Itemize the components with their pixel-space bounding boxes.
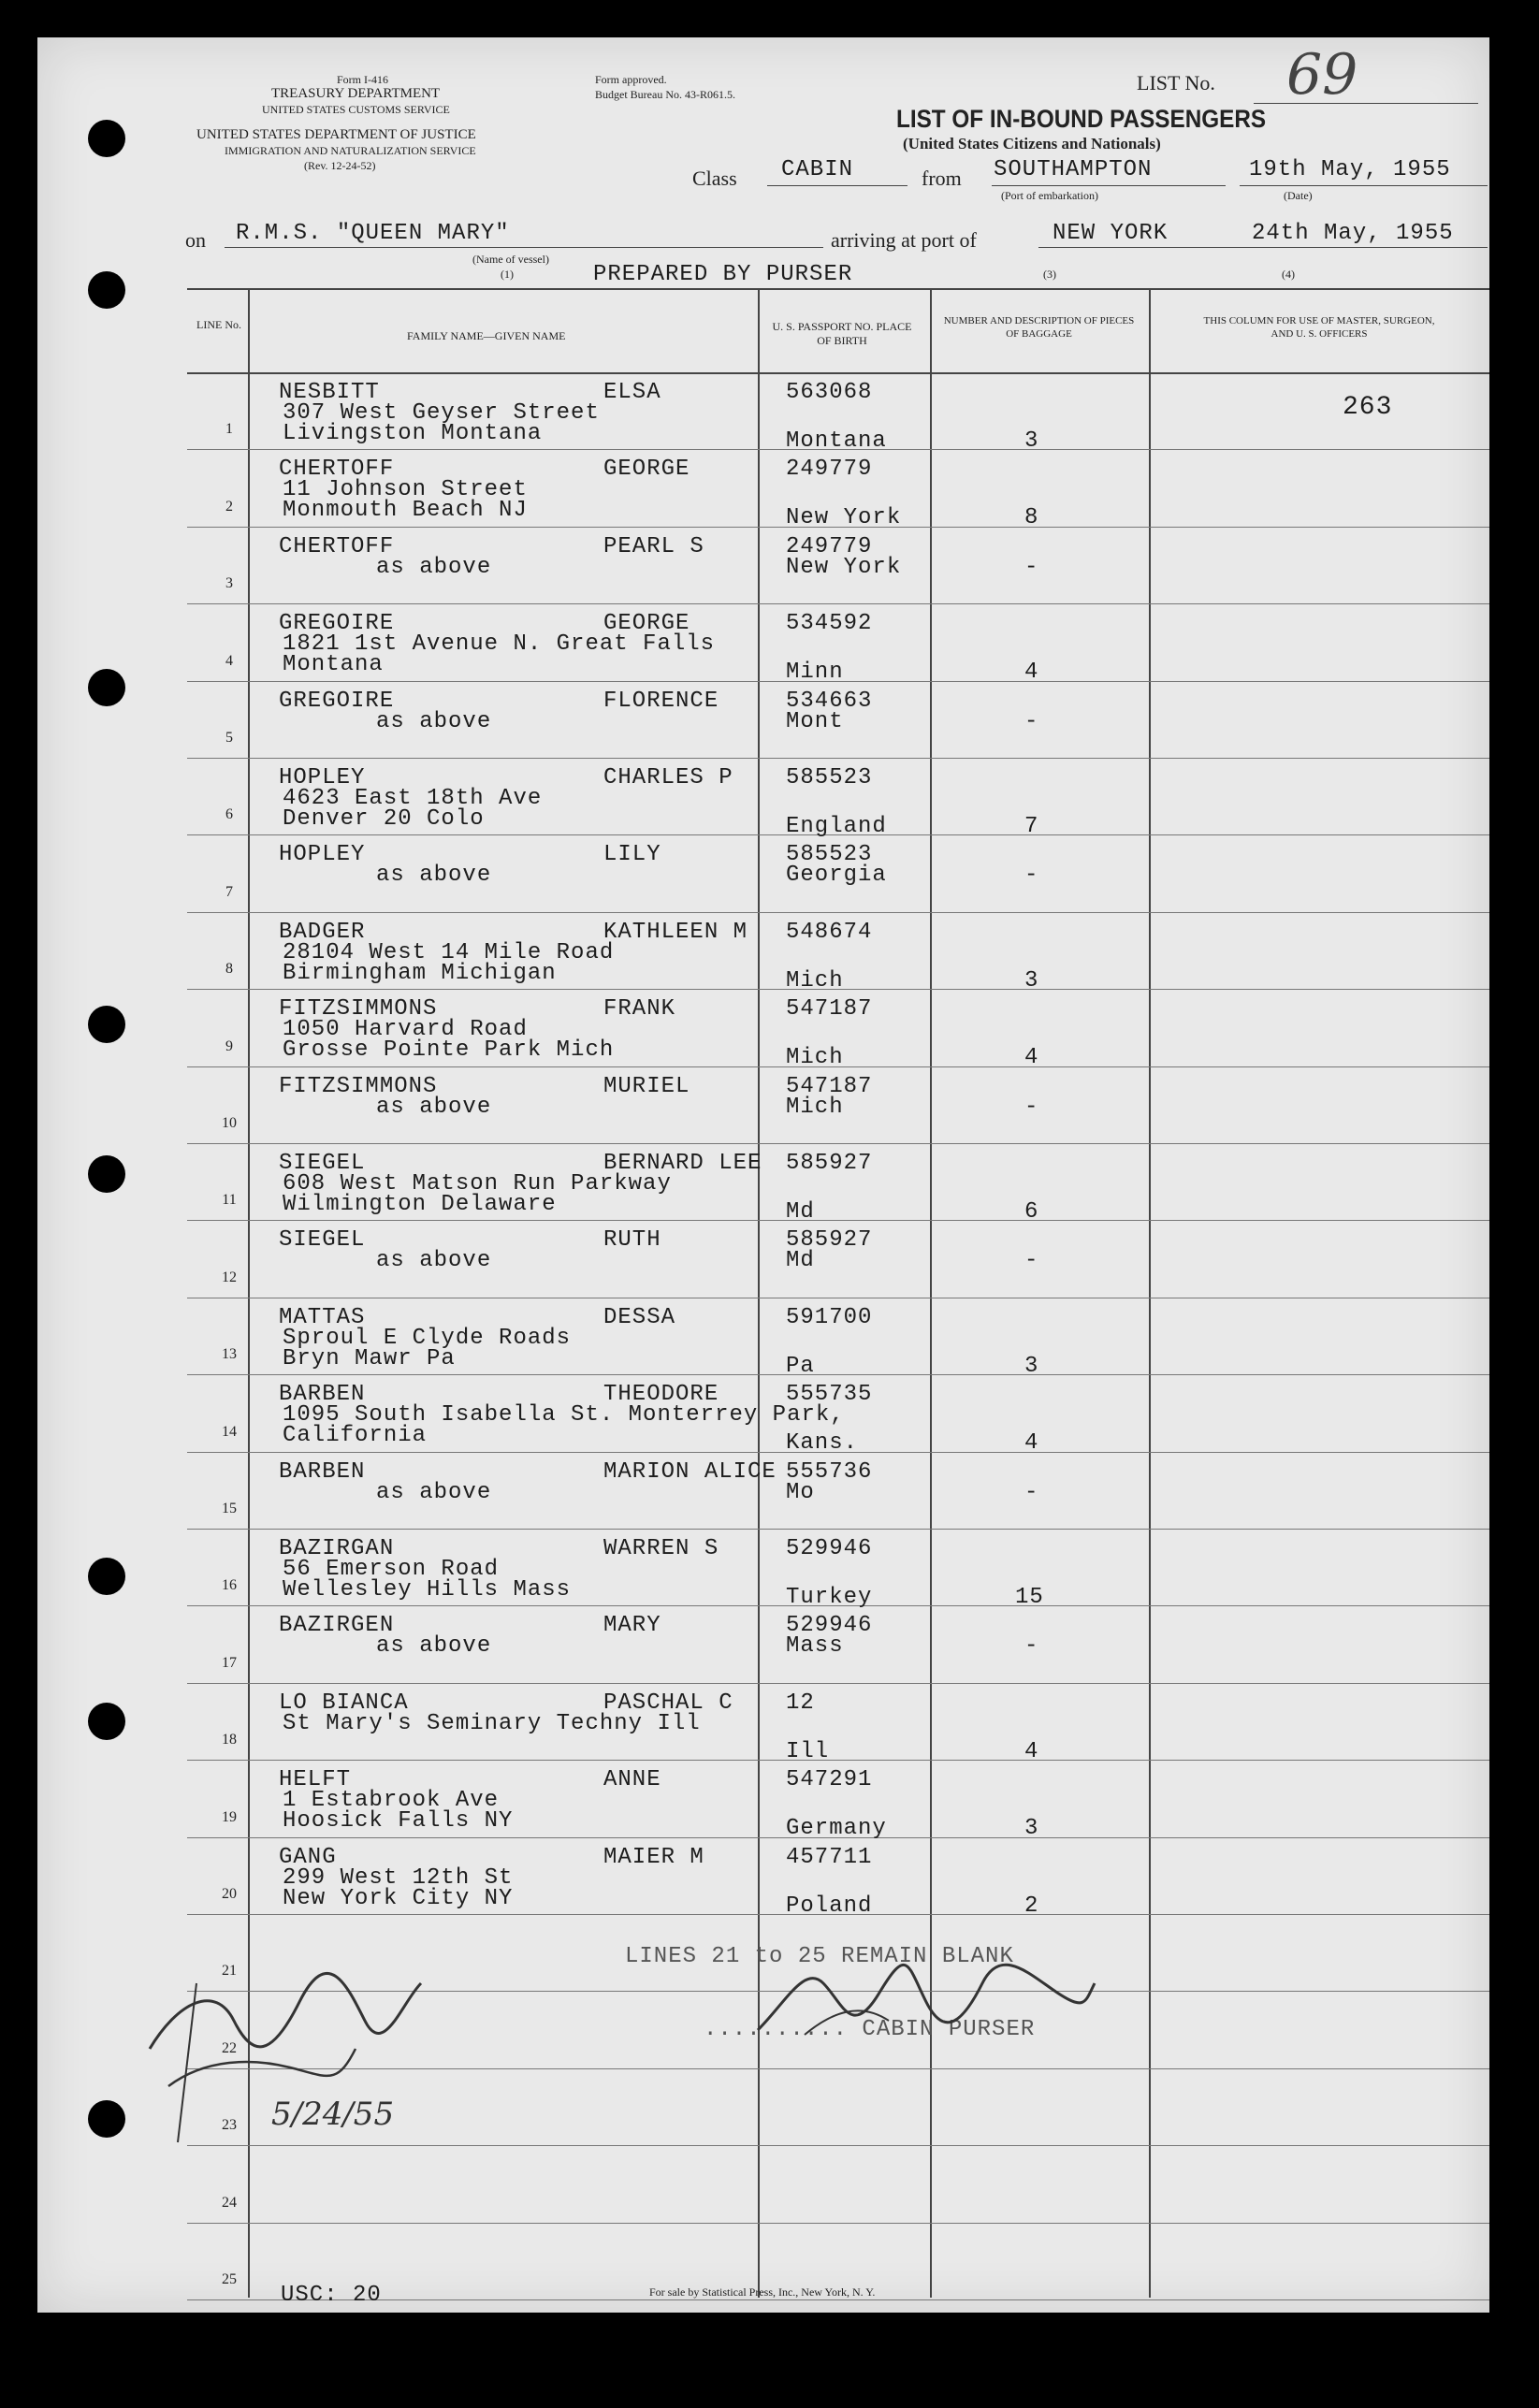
address-line-1: 4623 East 18th Ave bbox=[283, 786, 543, 811]
family-name: BARBEN bbox=[279, 1458, 366, 1485]
punch-hole bbox=[88, 669, 125, 706]
place-of-birth: Georgia bbox=[786, 863, 887, 889]
given-name: LILY bbox=[603, 842, 661, 868]
baggage-count: 6 bbox=[1024, 1199, 1039, 1225]
place-of-birth: Kans. bbox=[786, 1430, 859, 1457]
address-line-1: 1821 1st Avenue N. Great Falls bbox=[283, 631, 716, 658]
form-number: Form I-416 bbox=[337, 73, 388, 86]
revision: (Rev. 12-24-52) bbox=[304, 159, 376, 172]
address-line-1: St Mary's Seminary Techny Ill bbox=[283, 1710, 701, 1736]
baggage-count: 3 bbox=[1024, 967, 1039, 994]
line-number: 11 bbox=[222, 1192, 237, 1209]
family-name: FITZSIMMONS bbox=[279, 1073, 438, 1099]
address-line-1: as above bbox=[376, 1094, 492, 1120]
address-line-1: 56 Emerson Road bbox=[283, 1557, 500, 1582]
line-number: 15 bbox=[222, 1501, 237, 1516]
given-name: ELSA bbox=[603, 380, 661, 405]
baggage-count: - bbox=[1024, 863, 1039, 889]
address-line-2: New York City NY bbox=[283, 1885, 514, 1911]
address-line-1: 28104 West 14 Mile Road bbox=[283, 939, 615, 965]
address-line-1: 1050 Harvard Road bbox=[283, 1017, 528, 1043]
family-name: FITZSIMMONS bbox=[279, 996, 438, 1023]
list-number: 69 bbox=[1286, 42, 1358, 108]
arrival-date-underline bbox=[1244, 247, 1488, 248]
place-of-birth: Mich bbox=[786, 1094, 844, 1120]
port-embarkation-caption: (Port of embarkation) bbox=[1001, 189, 1098, 202]
given-name: KATHLEEN M bbox=[603, 919, 748, 945]
family-name: BAZIRGAN bbox=[279, 1536, 395, 1561]
punch-hole bbox=[88, 120, 125, 157]
handwritten-date: 5/24/55 bbox=[271, 2096, 395, 2133]
officer-mark: 263 bbox=[1343, 393, 1393, 422]
caption-3: (3) bbox=[1043, 268, 1056, 281]
address-line-2: Birmingham Michigan bbox=[283, 960, 557, 986]
line-number: 5 bbox=[225, 730, 233, 746]
baggage-count: - bbox=[1024, 708, 1039, 734]
row-divider bbox=[187, 2223, 1489, 2224]
form-approved: Form approved. bbox=[595, 73, 667, 86]
passport-number: 249779 bbox=[786, 533, 873, 559]
baggage-count: 7 bbox=[1024, 814, 1039, 839]
passport-number: 548674 bbox=[786, 919, 873, 945]
baggage-count: 3 bbox=[1024, 1816, 1039, 1842]
family-name: CHERTOFF bbox=[279, 457, 395, 483]
line-number: 12 bbox=[222, 1269, 237, 1285]
family-name: BAZIRGEN bbox=[279, 1613, 395, 1639]
family-name: HOPLEY bbox=[279, 842, 366, 868]
line-number: 17 bbox=[222, 1654, 237, 1671]
footer-usc: USC: 20 bbox=[281, 2283, 382, 2308]
address-line-2: Montana bbox=[283, 652, 384, 678]
given-name: THEODORE bbox=[603, 1382, 719, 1408]
table-top-line bbox=[187, 288, 1489, 290]
footer-press: For sale by Statistical Press, Inc., New York, N. Y. bbox=[649, 2285, 876, 2299]
place-of-birth: New York bbox=[786, 554, 902, 580]
address-line-2: Denver 20 Colo bbox=[283, 806, 485, 832]
address-line-2: Bryn Mawr Pa bbox=[283, 1345, 456, 1371]
baggage-count: 2 bbox=[1024, 1893, 1039, 1919]
row-divider bbox=[187, 758, 1489, 759]
family-name: MATTAS bbox=[279, 1304, 366, 1330]
given-name: PASCHAL C bbox=[603, 1690, 733, 1716]
row-divider bbox=[187, 1683, 1489, 1684]
passport-number: 555735 bbox=[786, 1382, 873, 1408]
line-number: 22 bbox=[222, 2039, 237, 2056]
address-line-2: California bbox=[283, 1423, 428, 1449]
list-label: LIST No. bbox=[1137, 71, 1215, 94]
family-name: SIEGEL bbox=[279, 1151, 366, 1176]
address-line-2: Monmouth Beach NJ bbox=[283, 498, 528, 524]
purser-signature bbox=[748, 1946, 1104, 2049]
line-number: 3 bbox=[225, 575, 233, 592]
family-name: SIEGEL bbox=[279, 1227, 366, 1254]
given-name: DESSA bbox=[603, 1304, 676, 1330]
on-label: on bbox=[185, 228, 206, 252]
given-name: CHARLES P bbox=[603, 765, 733, 791]
passport-number: 585927 bbox=[786, 1227, 873, 1254]
baggage-count: - bbox=[1024, 1094, 1039, 1120]
place-of-birth: Germany bbox=[786, 1816, 887, 1842]
baggage-count: 15 bbox=[1015, 1585, 1044, 1610]
address-line-2: Wellesley Hills Mass bbox=[283, 1577, 572, 1603]
header-baggage: NUMBER AND DESCRIPTION OF PIECES OF BAGGAGE bbox=[943, 315, 1135, 340]
row-divider bbox=[187, 1220, 1489, 1221]
passport-number: 529946 bbox=[786, 1536, 873, 1561]
baggage-count: 4 bbox=[1024, 1045, 1039, 1071]
place-of-birth: Ill bbox=[786, 1738, 830, 1764]
arrival-date: 24th May, 1955 bbox=[1252, 221, 1454, 246]
passport-number: 547187 bbox=[786, 996, 873, 1023]
col-divider-baggage bbox=[1149, 288, 1151, 2298]
place-of-birth: Minn bbox=[786, 660, 844, 686]
line-number: 10 bbox=[222, 1115, 237, 1131]
header-line-no: LINE No. bbox=[196, 318, 241, 331]
class-label: Class bbox=[692, 167, 737, 190]
place-of-birth: Pa bbox=[786, 1353, 815, 1379]
family-name: LO BIANCA bbox=[279, 1690, 409, 1716]
punch-hole bbox=[88, 1703, 125, 1740]
punch-hole bbox=[88, 2100, 125, 2138]
address-line-1: 11 Johnson Street bbox=[283, 477, 528, 503]
place-of-birth: Md bbox=[786, 1248, 815, 1274]
purser-signature-line: .......... CABIN PURSER bbox=[704, 2017, 1036, 2042]
caption-1: (1) bbox=[501, 268, 514, 281]
punch-hole bbox=[88, 271, 125, 309]
given-name: FRANK bbox=[603, 996, 676, 1023]
passport-number: 585523 bbox=[786, 765, 873, 791]
address-line-1: as above bbox=[376, 863, 492, 889]
given-name: MURIEL bbox=[603, 1073, 690, 1099]
given-name: MARION ALICE bbox=[603, 1458, 777, 1485]
title: LIST OF IN-BOUND PASSENGERS bbox=[896, 105, 1267, 133]
passport-number: 249779 bbox=[786, 457, 873, 483]
punch-hole bbox=[88, 1006, 125, 1043]
place-of-birth: England bbox=[786, 814, 887, 839]
given-name: MARY bbox=[603, 1613, 661, 1639]
treasury-dept: TREASURY DEPARTMENT bbox=[271, 86, 441, 101]
line-number: 16 bbox=[222, 1577, 237, 1594]
from-underline bbox=[992, 185, 1226, 186]
prepared-by: PREPARED BY PURSER bbox=[593, 262, 853, 287]
baggage-count: 4 bbox=[1024, 660, 1039, 686]
arrival-port: NEW YORK bbox=[1053, 221, 1169, 246]
place-of-birth: Mich bbox=[786, 1045, 844, 1071]
from-label: from bbox=[922, 167, 962, 190]
given-name: FLORENCE bbox=[603, 688, 719, 714]
justice-dept: UNITED STATES DEPARTMENT OF JUSTICE bbox=[196, 127, 476, 142]
passport-number: 534663 bbox=[786, 688, 873, 714]
passport-number: 585927 bbox=[786, 1151, 873, 1176]
passport-number: 563068 bbox=[786, 380, 873, 405]
given-name: GEORGE bbox=[603, 611, 690, 637]
given-name: ANNE bbox=[603, 1767, 661, 1793]
line-number: 7 bbox=[225, 883, 233, 900]
passport-number: 12 bbox=[786, 1690, 815, 1716]
address-line-2: Wilmington Delaware bbox=[283, 1192, 557, 1217]
line-number: 19 bbox=[222, 1808, 237, 1825]
blank-lines-note: LINES 21 to 25 REMAIN BLANK bbox=[625, 1944, 1014, 1969]
vessel-underline bbox=[225, 247, 823, 248]
row-divider bbox=[187, 1374, 1489, 1375]
baggage-count: 8 bbox=[1024, 505, 1039, 531]
family-name: BADGER bbox=[279, 919, 366, 945]
port-underline bbox=[1038, 247, 1244, 248]
address-line-2: Grosse Pointe Park Mich bbox=[283, 1037, 615, 1064]
line-number: 1 bbox=[225, 421, 233, 438]
address-line-1: 608 West Matson Run Parkway bbox=[283, 1171, 672, 1197]
baggage-count: 3 bbox=[1024, 428, 1039, 454]
row-divider bbox=[187, 2299, 1489, 2300]
family-name: HELFT bbox=[279, 1767, 352, 1793]
row-divider bbox=[187, 1143, 1489, 1144]
vessel-name: R.M.S. "QUEEN MARY" bbox=[236, 221, 510, 246]
baggage-count: - bbox=[1024, 554, 1039, 580]
line-number: 2 bbox=[225, 498, 233, 515]
line-number: 8 bbox=[225, 961, 233, 978]
date-underline bbox=[1240, 185, 1488, 186]
family-name: HOPLEY bbox=[279, 765, 366, 791]
class-value: CABIN bbox=[781, 157, 854, 182]
place-of-birth: Montana bbox=[786, 428, 887, 454]
address-line-1: 1 Estabrook Ave bbox=[283, 1788, 500, 1814]
date-caption: (Date) bbox=[1284, 189, 1313, 202]
class-underline bbox=[767, 185, 907, 186]
line-number: 4 bbox=[225, 652, 233, 669]
arriving-label: arriving at port of bbox=[831, 228, 977, 252]
address-line-1: as above bbox=[376, 1633, 492, 1660]
place-of-birth: Mich bbox=[786, 967, 844, 994]
punch-hole bbox=[88, 1558, 125, 1595]
row-divider bbox=[187, 603, 1489, 604]
address-line-1: Sproul E Clyde Roads bbox=[283, 1325, 572, 1351]
address-line-1: as above bbox=[376, 708, 492, 734]
line-number: 18 bbox=[222, 1732, 237, 1748]
row-divider bbox=[187, 1529, 1489, 1530]
given-name: MAIER M bbox=[603, 1844, 704, 1870]
address-line-2: Hoosick Falls NY bbox=[283, 1808, 514, 1835]
given-name: PEARL S bbox=[603, 533, 704, 559]
baggage-count: 3 bbox=[1024, 1353, 1039, 1379]
baggage-count: - bbox=[1024, 1633, 1039, 1660]
baggage-count: 4 bbox=[1024, 1430, 1039, 1457]
place-of-birth: Mont bbox=[786, 708, 844, 734]
address-line-1: as above bbox=[376, 1248, 492, 1274]
caption-4: (4) bbox=[1282, 268, 1295, 281]
passport-number: 547187 bbox=[786, 1073, 873, 1099]
place-of-birth: Mo bbox=[786, 1479, 815, 1505]
passport-number: 555736 bbox=[786, 1458, 873, 1485]
family-name: GREGOIRE bbox=[279, 611, 395, 637]
address-line-1: 299 West 12th St bbox=[283, 1864, 514, 1891]
family-name: BARBEN bbox=[279, 1382, 366, 1408]
header-family-name: FAMILY NAME—GIVEN NAME bbox=[407, 329, 566, 342]
header-officer-use: THIS COLUMN FOR USE OF MASTER, SURGEON, AND U. S. OFFICERS bbox=[1203, 315, 1435, 340]
address-line-1: 307 West Geyser Street bbox=[283, 400, 600, 426]
given-name: WARREN S bbox=[603, 1536, 719, 1561]
ins-service: IMMIGRATION AND NATURALIZATION SERVICE bbox=[225, 144, 476, 157]
line-number: 13 bbox=[222, 1346, 237, 1363]
passport-number: 529946 bbox=[786, 1613, 873, 1639]
place-of-birth: Turkey bbox=[786, 1585, 873, 1610]
line-number: 25 bbox=[222, 2271, 237, 2287]
line-number: 6 bbox=[225, 806, 233, 823]
baggage-count: 4 bbox=[1024, 1738, 1039, 1764]
list-underline bbox=[1254, 103, 1478, 104]
place-of-birth: Md bbox=[786, 1199, 815, 1225]
passport-number: 591700 bbox=[786, 1304, 873, 1330]
family-name: NESBITT bbox=[279, 380, 380, 405]
line-number: 23 bbox=[222, 2117, 237, 2134]
address-line-2: Livingston Montana bbox=[283, 421, 543, 446]
row-divider bbox=[187, 912, 1489, 913]
passport-number: 547291 bbox=[786, 1767, 873, 1793]
given-name: RUTH bbox=[603, 1227, 661, 1254]
punch-hole bbox=[88, 1155, 125, 1193]
line-number: 21 bbox=[222, 1963, 237, 1980]
line-number: 20 bbox=[222, 1886, 237, 1902]
baggage-count: - bbox=[1024, 1479, 1039, 1505]
departure-date: 19th May, 1955 bbox=[1249, 157, 1451, 182]
from-value: SOUTHAMPTON bbox=[994, 157, 1153, 182]
family-name: GREGOIRE bbox=[279, 688, 395, 714]
given-name: GEORGE bbox=[603, 457, 690, 483]
customs-service: UNITED STATES CUSTOMS SERVICE bbox=[262, 103, 450, 116]
family-name: CHERTOFF bbox=[279, 533, 395, 559]
address-line-1: as above bbox=[376, 1479, 492, 1505]
vessel-caption: (Name of vessel) bbox=[472, 253, 549, 266]
row-divider bbox=[187, 1760, 1489, 1761]
header-passport: U. S. PASSPORT NO. PLACE OF BIRTH bbox=[772, 320, 912, 347]
passport-number: 534592 bbox=[786, 611, 873, 637]
passport-number: 457711 bbox=[786, 1844, 873, 1870]
table-header-bottom bbox=[187, 372, 1489, 374]
given-name: BERNARD LEE bbox=[603, 1151, 762, 1176]
address-line-1: as above bbox=[376, 554, 492, 580]
address-line-1: 1095 South Isabella St. Monterrey Park, bbox=[283, 1402, 845, 1429]
place-of-birth: Mass bbox=[786, 1633, 844, 1660]
passport-number: 585523 bbox=[786, 842, 873, 868]
line-number: 24 bbox=[222, 2194, 237, 2211]
budget-bureau: Budget Bureau No. 43-R061.5. bbox=[595, 88, 735, 101]
subtitle: (United States Citizens and Nationals) bbox=[903, 135, 1161, 152]
line-number: 14 bbox=[222, 1423, 237, 1440]
line-number: 9 bbox=[225, 1037, 233, 1054]
baggage-count: - bbox=[1024, 1248, 1039, 1274]
place-of-birth: New York bbox=[786, 505, 902, 531]
manifest-page bbox=[37, 37, 1489, 2313]
family-name: GANG bbox=[279, 1844, 337, 1870]
place-of-birth: Poland bbox=[786, 1893, 873, 1919]
